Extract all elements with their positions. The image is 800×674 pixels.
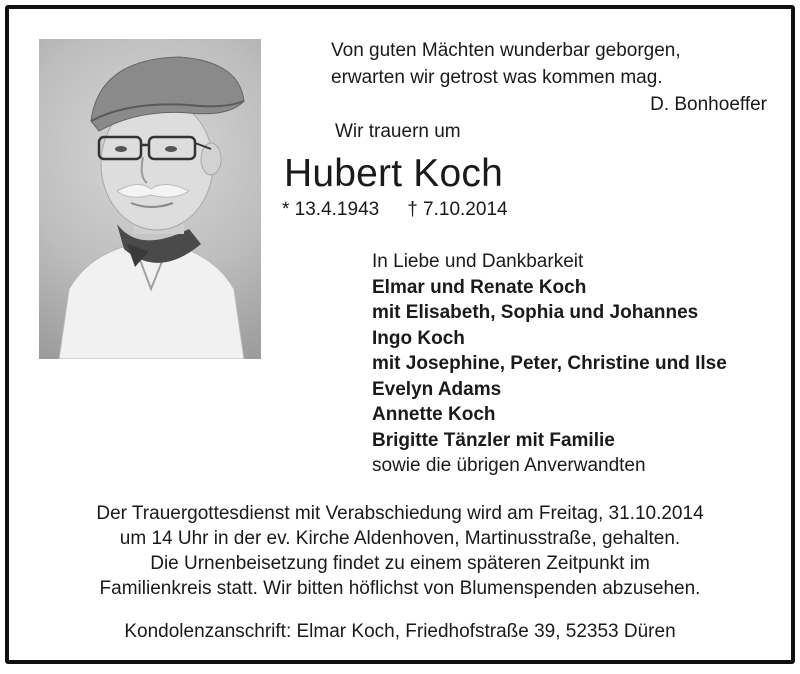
life-dates — [282, 199, 508, 221]
portrait-photo — [39, 39, 261, 359]
death-date: † 7.10.2014 — [407, 199, 508, 220]
service-announcement — [9, 501, 791, 601]
bonhoeffer-quote — [331, 37, 771, 118]
family-intro: In Liebe und Dankbarkeit — [372, 251, 584, 272]
service-line: um 14 Uhr in der ev. Kirche Aldenhoven, Martinusstraße, gehalten. — [119, 528, 681, 549]
quote-author: D. Bonhoeffer — [650, 94, 767, 115]
family-member: Evelyn Adams — [372, 378, 502, 400]
service-line: Die Urnenbeisetzung findet zu einem späteren Zeitpunkt im — [150, 553, 650, 574]
obituary-notice — [5, 5, 795, 664]
quote-line-2: erwarten wir getrost was kommen mag. — [331, 67, 663, 88]
service-line: Der Trauergottesdienst mit Verabschiedung wird am Freitag, 31.10.2014 — [96, 503, 704, 524]
family-member: Ingo Koch — [372, 327, 465, 349]
family-member: Brigitte Tänzler mit Familie — [372, 429, 615, 451]
mourning-intro: Wir trauern um — [335, 121, 461, 142]
condolence-address: Kondolenzanschrift: Elmar Koch, Friedhofstraße 39, 52353 Düren — [124, 621, 676, 642]
deceased-name: Hubert Koch — [284, 152, 503, 195]
family-member: Annette Koch — [372, 404, 496, 425]
family-member: mit Elisabeth, Sophia und Johannes — [372, 302, 699, 323]
family-closing: sowie die übrigen Anverwandten — [372, 455, 646, 476]
birth-date: * 13.4.1943 — [282, 199, 380, 220]
quote-line-1: Von guten Mächten wunderbar geborgen, — [331, 40, 681, 61]
service-line: Familienkreis statt. Wir bitten höflichst von Blumenspenden abzusehen. — [99, 578, 701, 599]
family-member: mit Josephine, Peter, Christine und Ilse — [372, 353, 727, 374]
family-list — [372, 249, 727, 479]
portrait-illustration — [39, 39, 261, 359]
family-member: Elmar und Renate Koch — [372, 276, 587, 298]
